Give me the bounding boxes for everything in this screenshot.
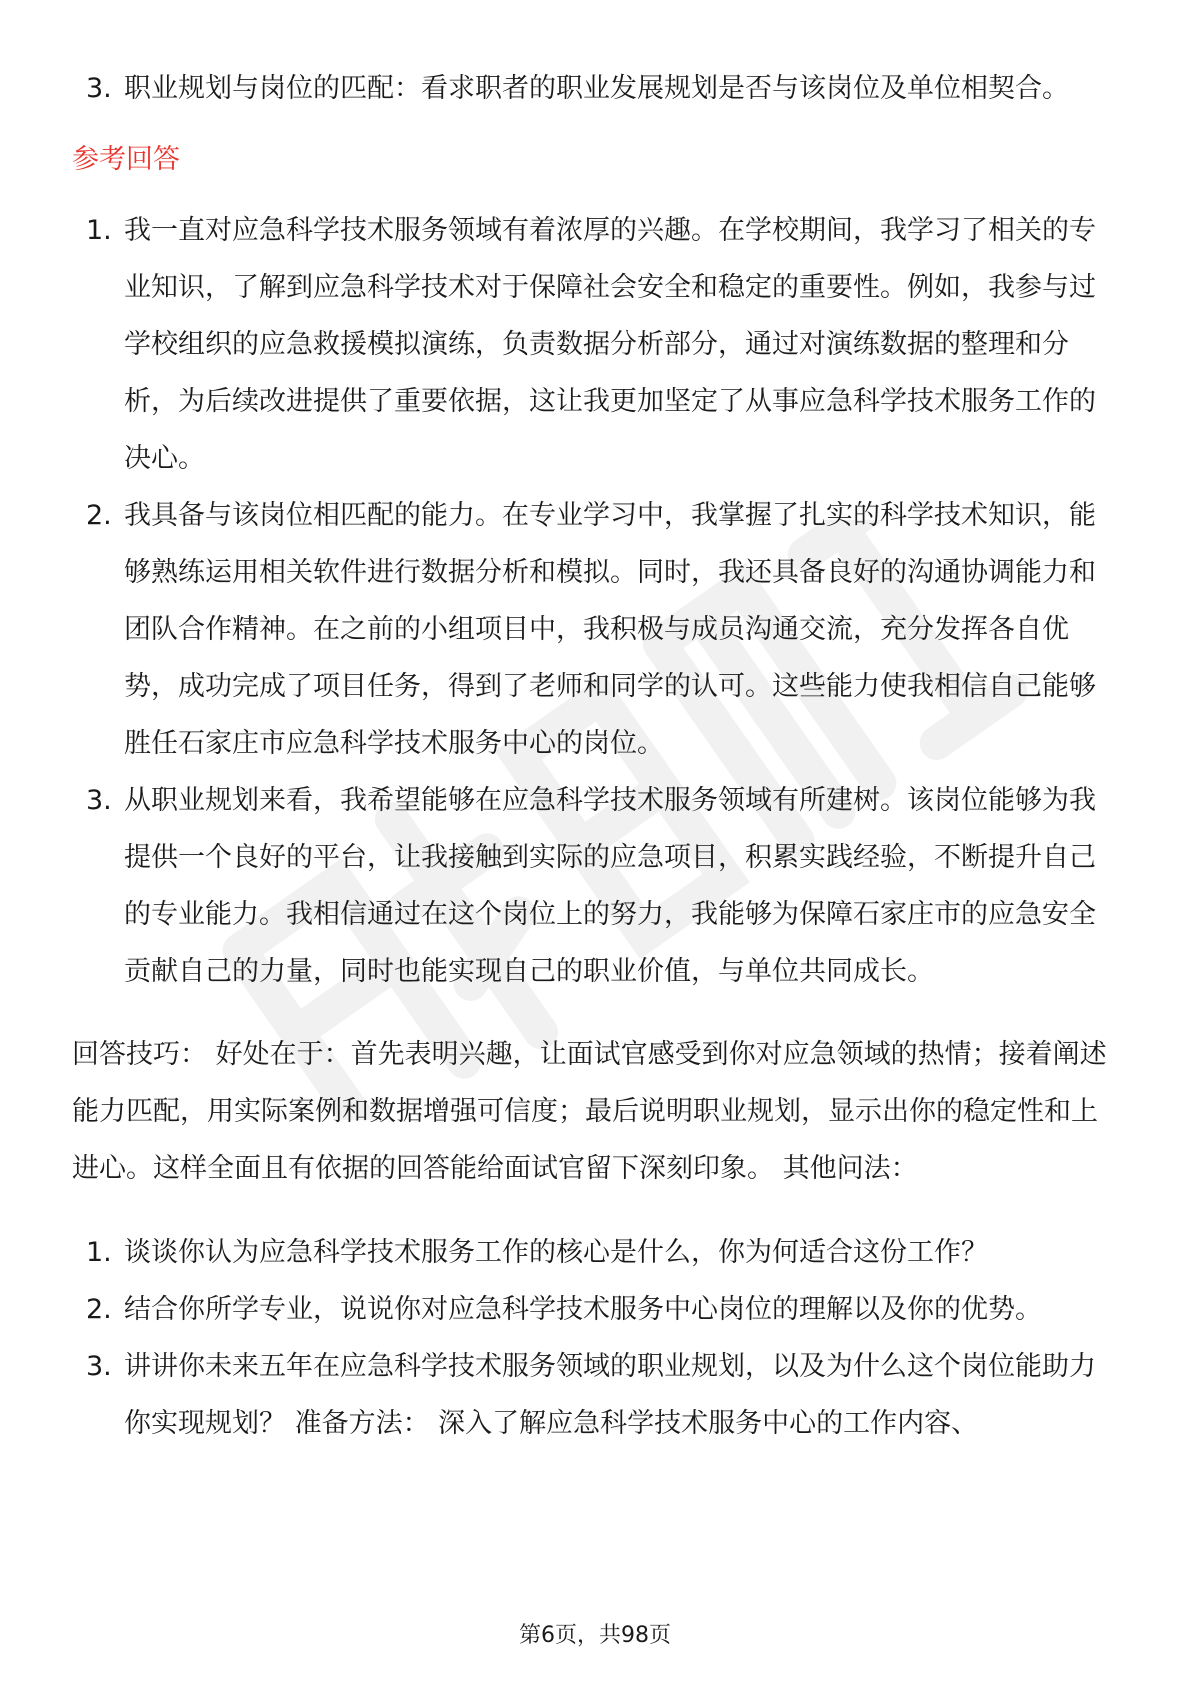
criteria-item xyxy=(72,60,1112,117)
list-text: 我具备与该岗位相匹配的能力。在专业学习中，我掌握了扎实的科学技术知识，能够熟练运用相关软件进行数据分析和模拟。同时，我还具备良好的沟通协调能力和团队合作精神。在之前的小组项目中，我积极与成员沟通交流，充分发挥各自优势，成功完成了项目任务，得到了老师和同学的认可。这些能力使我相信自己能够胜任石家庄市应急科学技术服务中心的岗位。 xyxy=(124,500,1096,759)
list-text: 从职业规划来看，我希望能够在应急科学技术服务领域有所建树。该岗位能够为我提供一个良好的平台，让我接触到实际的应急项目，积累实践经验，不断提升自己的专业能力。我相信通过在这个岗位上的努力，我能够为保障石家庄市的应急安全贡献自己的力量，同时也能实现自己的职业价值，与单位共同成长。 xyxy=(124,785,1096,987)
list-number: 1. xyxy=(86,1237,112,1268)
answer-tips-paragraph: 回答技巧： 好处在于：首先表明兴趣，让面试官感受到你对应急领域的热情；接着阐述能力匹配，用实际案例和数据增强可信度；最后说明职业规划，显示出你的稳定性和上进心。这样全面且有依据的回答能给面试官留下深刻印象。 其他问法： xyxy=(72,1039,1107,1184)
document-content xyxy=(72,60,1112,1452)
other-question-item xyxy=(72,1338,1112,1452)
list-number: 3. xyxy=(86,73,112,104)
criteria-list xyxy=(72,60,1112,117)
list-number: 3. xyxy=(86,785,112,816)
answer-heading: 参考回答 xyxy=(72,144,180,175)
answer-list xyxy=(72,202,1112,1000)
list-number: 2. xyxy=(86,1294,112,1325)
page-footer: 第6页，共98页 xyxy=(519,1623,671,1648)
answer-item xyxy=(72,202,1112,487)
list-text: 讲讲你未来五年在应急科学技术服务领域的职业规划，以及为什么这个岗位能助力你实现规划？ 准备方法： 深入了解应急科学技术服务中心的工作内容、 xyxy=(124,1351,1096,1439)
list-number: 3. xyxy=(86,1351,112,1382)
list-text: 我一直对应急科学技术服务领域有着浓厚的兴趣。在学校期间，我学习了相关的专业知识，了解到应急科学技术对于保障社会安全和稳定的重要性。例如，我参与过学校组织的应急救援模拟演练，负责数据分析部分，通过对演练数据的整理和分析，为后续改进提供了重要依据，这让我更加坚定了从事应急科学技术服务工作的决心。 xyxy=(124,215,1096,474)
answer-item xyxy=(72,487,1112,772)
list-number: 2. xyxy=(86,500,112,531)
list-number: 1. xyxy=(86,215,112,246)
other-question-item xyxy=(72,1224,1112,1281)
other-question-item xyxy=(72,1281,1112,1338)
answer-item xyxy=(72,772,1112,1000)
list-text: 结合你所学专业，说说你对应急科学技术服务中心岗位的理解以及你的优势。 xyxy=(124,1294,1042,1325)
list-text: 职业规划与岗位的匹配：看求职者的职业发展规划是否与该岗位及单位相契合。 xyxy=(124,73,1069,104)
list-text: 谈谈你认为应急科学技术服务工作的核心是什么，你为何适合这份工作？ xyxy=(124,1237,988,1268)
other-questions-list xyxy=(72,1224,1112,1452)
